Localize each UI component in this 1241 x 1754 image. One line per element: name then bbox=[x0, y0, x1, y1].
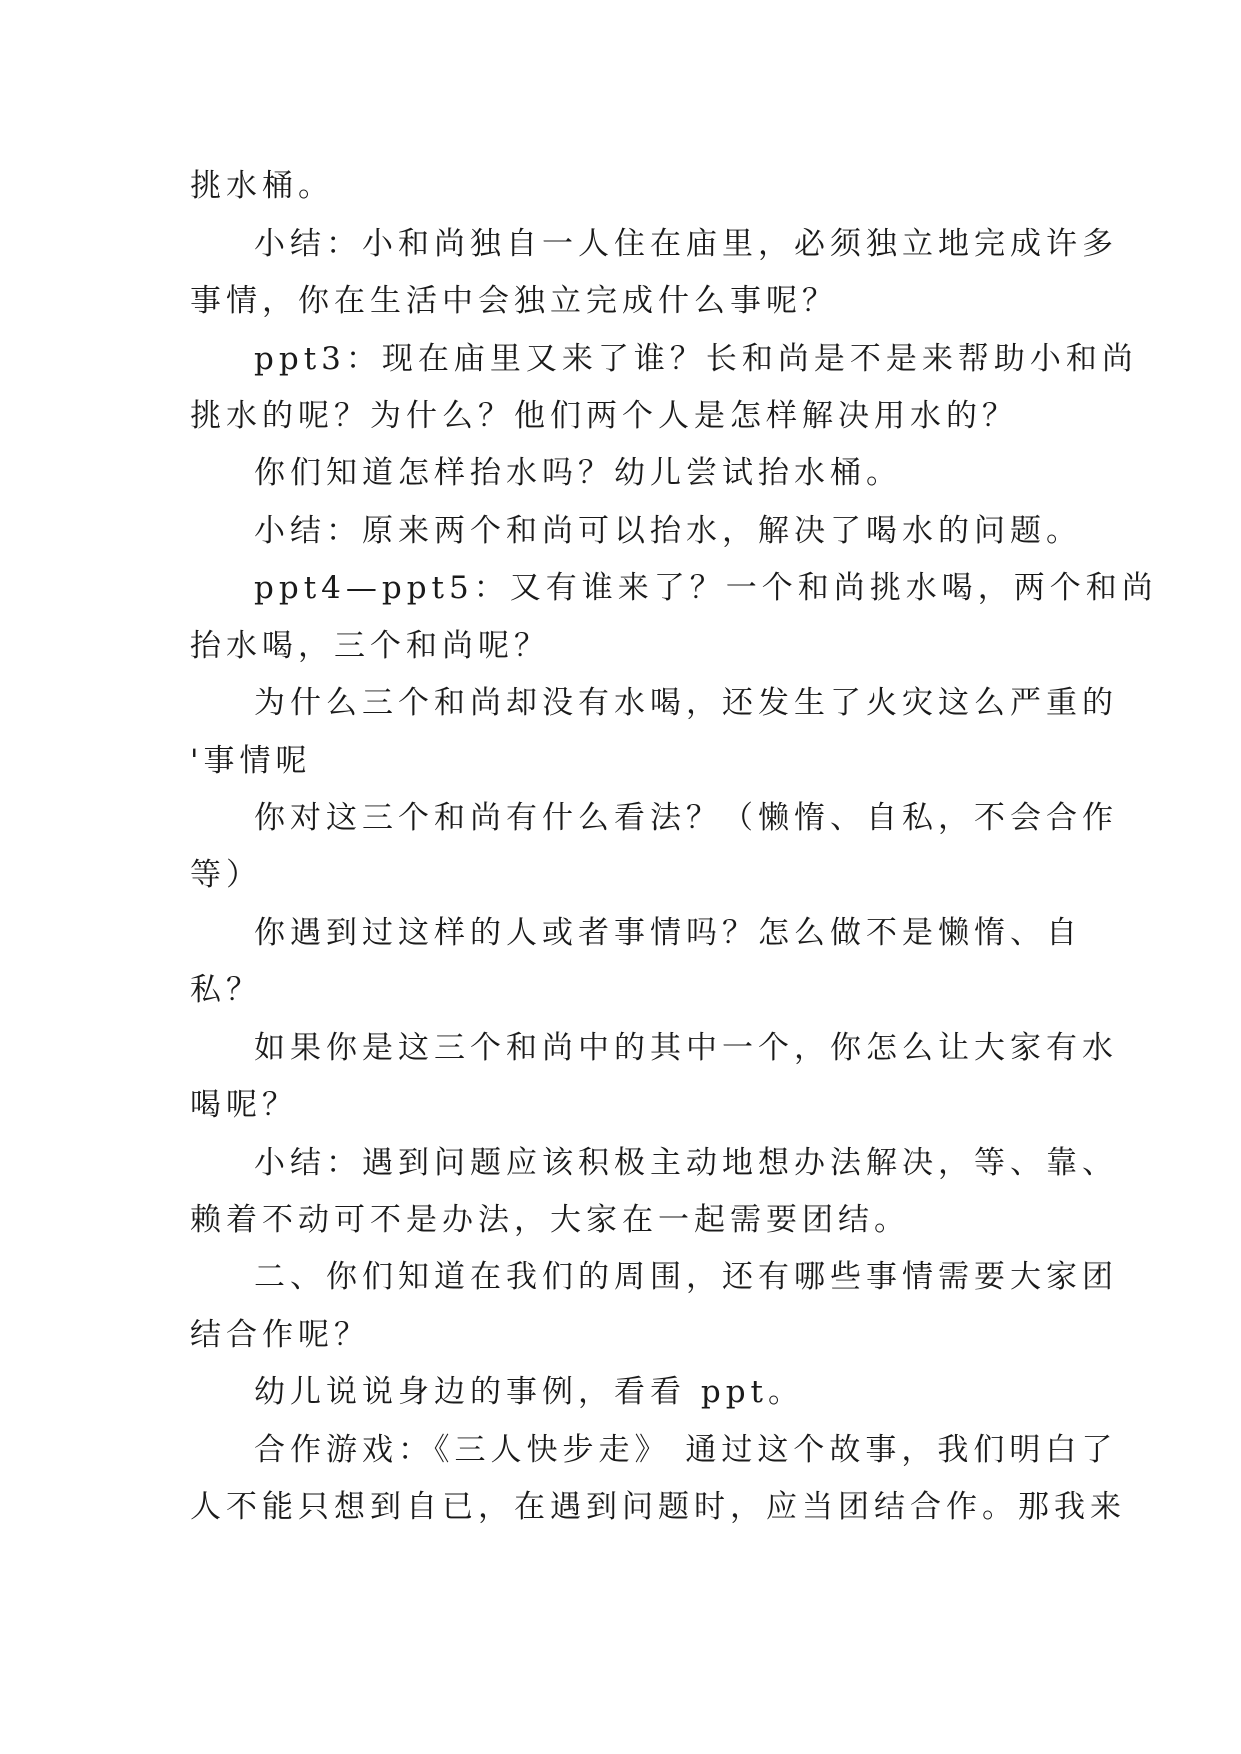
text-line: 小结：原来两个和尚可以抬水，解决了喝水的问题。 bbox=[254, 513, 1082, 549]
text-line: 喝呢？ bbox=[190, 1087, 298, 1123]
text-line: 二、你们知道在我们的周围，还有哪些事情需要大家团 bbox=[254, 1259, 1118, 1295]
text-line: 为什么三个和尚却没有水喝，还发生了火灾这么严重的 bbox=[254, 685, 1118, 721]
text-line: 挑水桶。 bbox=[190, 168, 334, 204]
text-line: 挑水的呢？为什么？他们两个人是怎样解决用水的？ bbox=[190, 398, 1018, 434]
text-line: 你遇到过这样的人或者事情吗？怎么做不是懒惰、自 bbox=[254, 915, 1082, 951]
text-line: 事情，你在生活中会独立完成什么事呢？ bbox=[190, 283, 838, 319]
text-line: ppt3：现在庙里又来了谁？长和尚是不是来帮助小和尚 bbox=[254, 341, 1138, 377]
text-line: 小结：遇到问题应该积极主动地想办法解决，等、靠、 bbox=[254, 1145, 1118, 1181]
text-line: 抬水喝，三个和尚呢？ bbox=[190, 628, 550, 664]
text-line: '事情呢 bbox=[190, 743, 312, 779]
text-line: 如果你是这三个和尚中的其中一个，你怎么让大家有水 bbox=[254, 1030, 1118, 1066]
text-line: 赖着不动可不是办法，大家在一起需要团结。 bbox=[190, 1202, 910, 1238]
text-line: 你对这三个和尚有什么看法？（懒惰、自私，不会合作 bbox=[254, 800, 1118, 836]
text-line: 私？ bbox=[190, 972, 262, 1008]
text-line: 合作游戏：《三人快步走》 通过这个故事，我们明白了 bbox=[254, 1432, 1118, 1468]
text-line: ppt4—ppt5：又有谁来了？一个和尚挑水喝，两个和尚 bbox=[254, 570, 1158, 606]
text-line: 小结：小和尚独自一人住在庙里，必须独立地完成许多 bbox=[254, 226, 1118, 262]
text-line: 结合作呢？ bbox=[190, 1317, 370, 1353]
text-line: 幼儿说说身边的事例，看看 ppt。 bbox=[254, 1374, 804, 1410]
text-line: 人不能只想到自已，在遇到问题时，应当团结合作。那我来 bbox=[190, 1489, 1126, 1525]
text-line: 等） bbox=[190, 857, 262, 893]
text-line: 你们知道怎样抬水吗？幼儿尝试抬水桶。 bbox=[254, 455, 902, 491]
